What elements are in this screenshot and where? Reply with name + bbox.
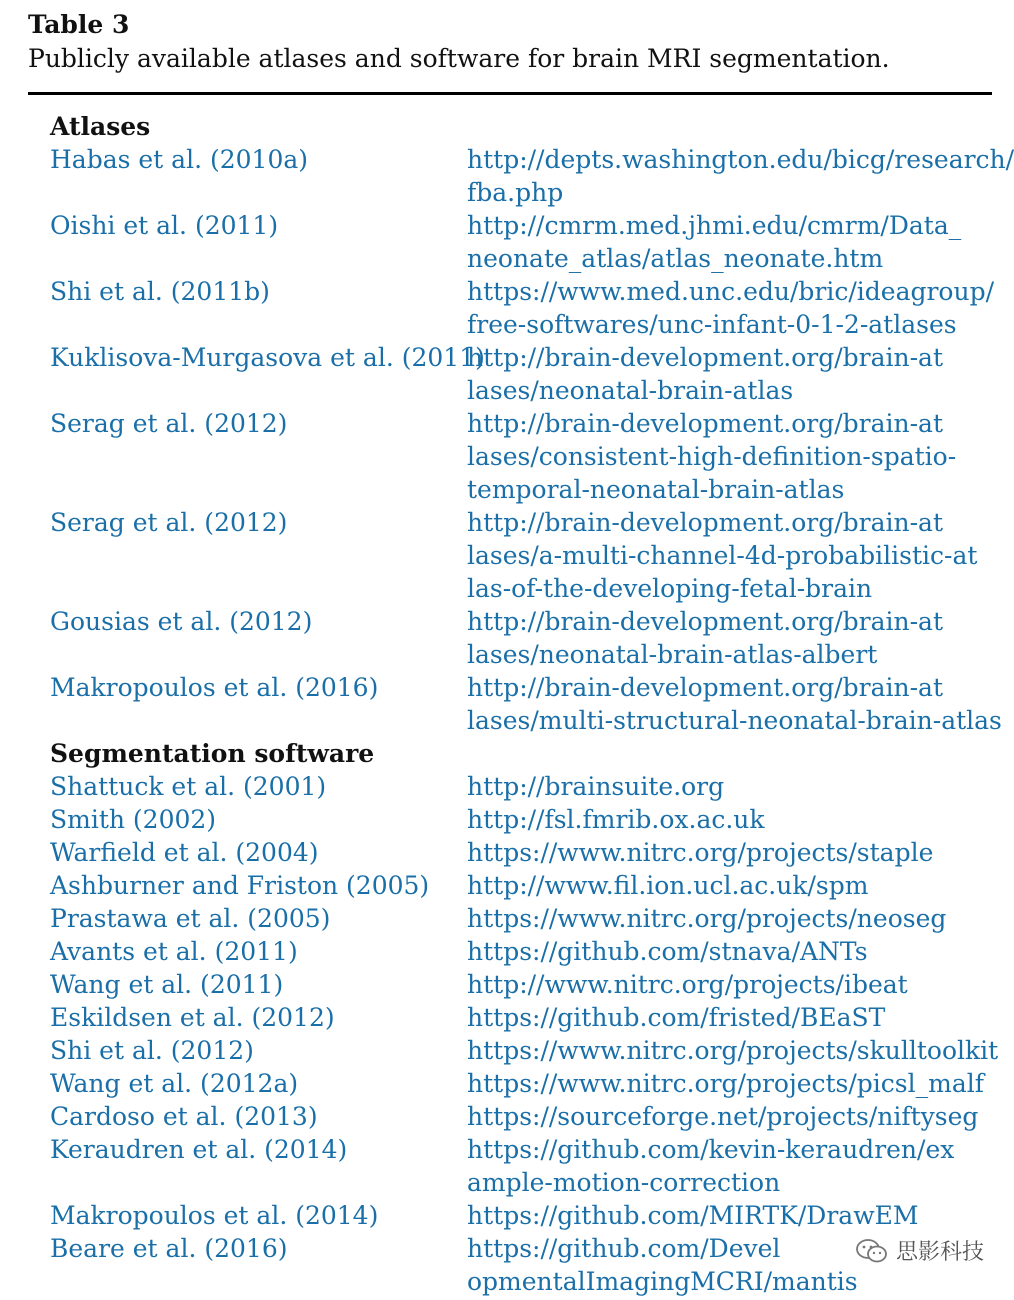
table-row <box>50 836 990 869</box>
url-line[interactable]: https://www.nitrc.org/projects/picsl_malf <box>467 1069 984 1098</box>
table-row <box>50 605 990 671</box>
url-line[interactable]: http://www.fil.ion.ucl.ac.uk/spm <box>467 871 869 900</box>
url-link[interactable] <box>467 902 990 935</box>
url-line[interactable]: https://www.nitrc.org/projects/skulltoolkit <box>467 1036 999 1065</box>
table-body <box>50 110 1014 1298</box>
watermark <box>856 1235 984 1266</box>
reference-link[interactable]: Shattuck et al. (2001) <box>50 772 327 801</box>
url-line[interactable]: http://brainsuite.org <box>467 772 725 801</box>
url-link[interactable] <box>467 1100 990 1133</box>
table-row <box>50 1199 990 1232</box>
url-line[interactable]: fba.php <box>467 178 564 207</box>
table-row <box>50 1001 990 1034</box>
url-line[interactable]: http://brain-development.org/brain-at <box>467 673 944 702</box>
url-link[interactable] <box>467 1034 998 1067</box>
url-link[interactable] <box>467 407 990 506</box>
url-link[interactable] <box>467 1133 990 1199</box>
table-row <box>50 935 990 968</box>
table-caption <box>28 8 988 76</box>
table-row <box>50 1067 990 1100</box>
reference-link[interactable]: Cardoso et al. (2013) <box>50 1102 318 1131</box>
reference-link[interactable]: Shi et al. (2012) <box>50 1036 254 1065</box>
table-title: Publicly available atlases and software for brain MRI segmentation. <box>28 44 890 73</box>
table-row <box>50 506 990 605</box>
watermark-text: 思影科技 <box>895 1240 984 1265</box>
table-row <box>50 341 990 407</box>
url-line[interactable]: https://github.com/stnava/ANTs <box>467 937 868 966</box>
reference-link[interactable]: Habas et al. (2010a) <box>50 145 309 174</box>
url-line[interactable]: temporal-neonatal-brain-atlas <box>467 475 845 504</box>
reference-link[interactable]: Ashburner and Friston (2005) <box>50 871 430 900</box>
url-line[interactable]: http://brain-development.org/brain-at <box>467 508 944 537</box>
reference-link[interactable]: Gousias et al. (2012) <box>50 607 313 636</box>
url-link[interactable] <box>467 1067 990 1100</box>
url-link[interactable] <box>467 143 1014 209</box>
url-line[interactable]: free-softwares/unc-infant-0-1-2-atlases <box>467 310 957 339</box>
table-row <box>50 1100 990 1133</box>
reference-link[interactable]: Keraudren et al. (2014) <box>50 1135 348 1164</box>
url-line[interactable]: https://www.nitrc.org/projects/neoseg <box>467 904 947 933</box>
reference-link[interactable]: Serag et al. (2012) <box>50 508 288 537</box>
table-top-rule <box>28 92 992 95</box>
url-line[interactable]: lases/consistent-high-definition-spatio- <box>467 442 957 471</box>
url-line[interactable]: http://cmrm.med.jhmi.edu/cmrm/Data_ <box>467 211 962 240</box>
url-line[interactable]: http://www.nitrc.org/projects/ibeat <box>467 970 908 999</box>
url-line[interactable]: https://www.med.unc.edu/bric/ideagroup/ <box>467 277 995 306</box>
url-line[interactable]: lases/neonatal-brain-atlas <box>467 376 794 405</box>
table-row <box>50 407 990 506</box>
table-row <box>50 143 1014 209</box>
table-row <box>50 671 1002 737</box>
reference-link[interactable]: Wang et al. (2012a) <box>50 1069 299 1098</box>
table-label: Table 3 <box>28 10 130 39</box>
url-line[interactable]: https://github.com/fristed/BEaST <box>467 1003 886 1032</box>
reference-link[interactable]: Eskildsen et al. (2012) <box>50 1003 335 1032</box>
table-row <box>50 803 990 836</box>
url-link[interactable] <box>467 605 990 671</box>
url-link[interactable] <box>467 770 990 803</box>
table-row <box>50 209 990 275</box>
table-row <box>50 869 990 902</box>
reference-link[interactable]: Makropoulos et al. (2016) <box>50 673 379 702</box>
url-link[interactable] <box>467 836 990 869</box>
reference-link[interactable]: Smith (2002) <box>50 805 217 834</box>
url-link[interactable] <box>467 935 990 968</box>
table-row <box>50 1034 999 1067</box>
url-line[interactable]: https://github.com/Devel <box>467 1234 781 1263</box>
reference-link[interactable]: Beare et al. (2016) <box>50 1234 288 1263</box>
table-row <box>50 1232 990 1298</box>
url-line[interactable]: http://brain-development.org/brain-at <box>467 409 944 438</box>
url-line[interactable]: https://github.com/MIRTK/DrawEM <box>467 1201 919 1230</box>
url-link[interactable] <box>467 209 990 275</box>
url-line[interactable]: http://fsl.fmrib.ox.ac.uk <box>467 805 765 834</box>
url-line[interactable]: http://brain-development.org/brain-at <box>467 607 944 636</box>
table-row <box>50 275 995 341</box>
url-link[interactable] <box>467 341 990 407</box>
wechat-icon <box>856 1238 888 1264</box>
url-line[interactable]: https://github.com/kevin-keraudren/ex <box>467 1135 955 1164</box>
url-link[interactable] <box>467 1199 990 1232</box>
table-row <box>50 902 990 935</box>
url-link[interactable] <box>467 506 990 605</box>
url-line[interactable]: las-of-the-developing-fetal-brain <box>467 574 873 603</box>
url-line[interactable]: http://depts.washington.edu/bicg/research/ <box>467 145 1014 174</box>
url-line[interactable]: lases/neonatal-brain-atlas-albert <box>467 640 878 669</box>
url-link[interactable] <box>467 671 1002 737</box>
url-line[interactable]: lases/multi-structural-neonatal-brain-atlas <box>467 706 1002 735</box>
url-line[interactable]: opmentalImagingMCRI/mantis <box>467 1267 858 1296</box>
reference-link[interactable]: Makropoulos et al. (2014) <box>50 1201 379 1230</box>
reference-link[interactable]: Avants et al. (2011) <box>50 937 298 966</box>
reference-link[interactable]: Serag et al. (2012) <box>50 409 288 438</box>
reference-link[interactable]: Shi et al. (2011b) <box>50 277 270 306</box>
table-row <box>50 968 990 1001</box>
url-line[interactable]: lases/a-multi-channel-4d-probabilistic-at <box>467 541 978 570</box>
section-heading: Atlases <box>50 112 151 141</box>
url-link[interactable] <box>467 968 990 1001</box>
url-link[interactable] <box>467 275 994 341</box>
url-line[interactable]: ample-motion-correction <box>467 1168 781 1197</box>
reference-link[interactable]: Oishi et al. (2011) <box>50 211 279 240</box>
url-line[interactable]: http://brain-development.org/brain-at <box>467 343 944 372</box>
url-line[interactable]: https://www.nitrc.org/projects/staple <box>467 838 934 867</box>
url-line[interactable]: https://sourceforge.net/projects/niftyseg <box>467 1102 979 1131</box>
section-heading: Segmentation software <box>50 739 375 768</box>
reference-link[interactable]: Warfield et al. (2004) <box>50 838 319 867</box>
url-link[interactable] <box>467 869 990 902</box>
reference-link[interactable]: Kuklisova-Murgasova et al. (2011) <box>50 343 485 372</box>
reference-link[interactable]: Wang et al. (2011) <box>50 970 284 999</box>
url-link[interactable] <box>467 1001 990 1034</box>
url-line[interactable]: neonate_atlas/atlas_neonate.htm <box>467 244 884 273</box>
table-row <box>50 1133 990 1199</box>
url-link[interactable] <box>467 803 990 836</box>
reference-link[interactable]: Prastawa et al. (2005) <box>50 904 331 933</box>
table-row <box>50 770 990 803</box>
